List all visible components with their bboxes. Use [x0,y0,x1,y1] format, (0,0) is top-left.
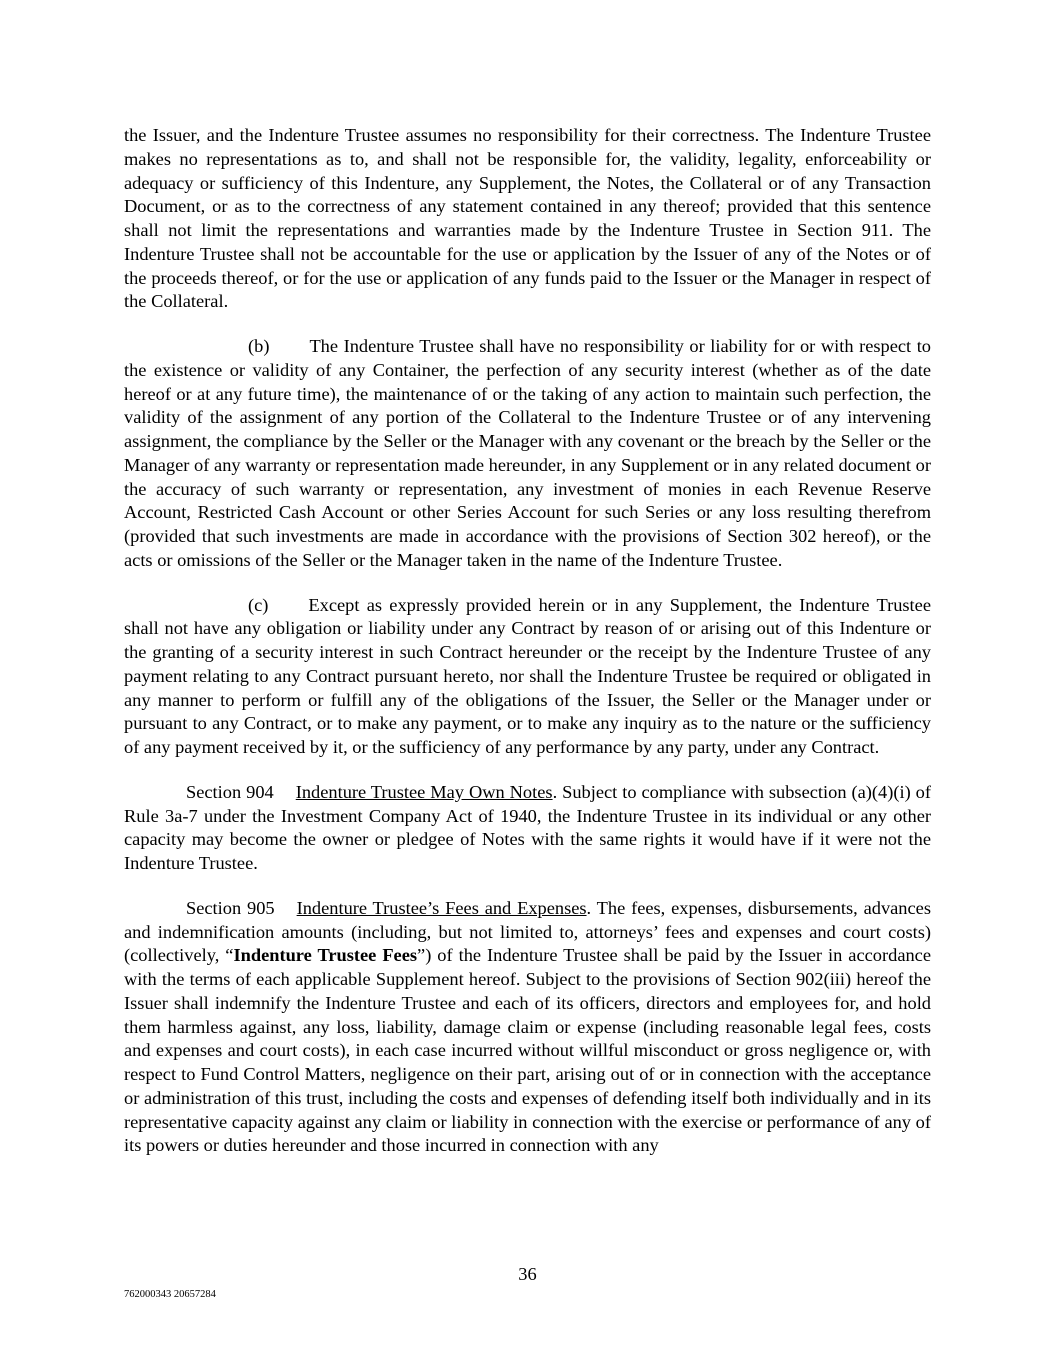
paragraph-c [124,594,931,760]
section-904-text: . Subject to compliance with subsection (a)(4)(i) of Rule 3a-7 under the Investment Company Act of 1940, the Indenture Trustee in its individual or any other capacity may become the owner or pledgee of Notes with the same rights it would have if it were not the Indenture Trustee. [124,781,931,873]
page-number: 36 [518,1264,537,1284]
section-905-text-after: ”) of the Indenture Trustee shall be paid by the Issuer in accordance with the terms of each applicable Supplement hereof. Subject to the provisions of Section 902(iii) hereof the Issuer shall indemnify the Indenture Trustee and each of its officers, directors and employees for, and hold them harmless against, any loss, liability, damage claim or expense (including reasonable legal fees, costs and expenses and court costs), in each case incurred without willful misconduct or gross negligence or, with respect to Fund Control Matters, negligence on their part, arising out of or in connection with the acceptance or administration of this trust, including the costs and expenses of defending itself both individually and in its representative capacity against any claim or liability in connection with the exercise or performance of any of its powers or duties hereunder and those incurred in connection with any [124,945,931,1156]
document-id: 762000343 20657284 [124,1289,216,1300]
paragraph-continuation: the Issuer, and the Indenture Trustee assumes no responsibility for their correctness. The Indenture Trustee makes no representations as to, and shall not be responsible for, the validity, legality, enforceability or adequacy or sufficiency of this Indenture, any Supplement, the Notes, the Collateral or of any Transaction Document, or as to the correctness of any statement contained in any thereof; provided that this sentence shall not limit the representations and warranties made by the Indenture Trustee in Section 911. The Indenture Trustee shall not be accountable for the use or application by the Issuer of any of the Notes or of the proceeds thereof, or for the use or application of any funds paid to the Issuer or the Manager in respect of the Collateral. [124,125,931,312]
paragraph-b-text: The Indenture Trustee shall have no responsibility or liability for or with respect to the existence or validity of any Container, the perfection of any security interest (whether as of the date hereof or at any future time), the maintenance of or the taking of any action to maintain such perfection, the validity of the assignment of any portion of the Collateral to the Indenture Trustee or of any intervening assignment, the compliance by the Seller or the Manager with any covenant or the breach by the Seller or the Manager of any warranty or representation made hereunder, in any Supplement or in any related document or the accuracy of such warranty or representation, any investment of monies in each Revenue Reserve Account, Restricted Cash Account or other Series Account for such Series or any loss resulting therefrom (provided that such investments are made in accordance with the provisions of Section 302 hereof), or the acts or omissions of the Seller or the Manager taken in the name of the Indenture Trustee. [124,336,931,570]
document-body [124,124,931,1179]
section-905 [124,897,931,1158]
section-904-number: Section 904 [186,781,274,802]
defined-term-indenture-trustee-fees: Indenture Trustee Fees [233,945,418,966]
section-905-number: Section 905 [186,897,275,918]
paragraph-c-label: (c) [248,594,269,615]
paragraph-b [124,335,931,573]
section-904 [124,781,931,876]
paragraph-c-text: Except as expressly provided herein or in any Supplement, the Indenture Trustee shall not have any obligation or liability under any Contract by reason of or arising out of this Indenture or the granting of a security interest in such Contract hereunder or the receipt by the Indenture Trustee of any payment relating to any Contract pursuant hereto, nor shall the Indenture Trustee be required or obligated in any manner to perform or fulfill any of the obligations of the Issuer, the Seller or the Manager under or pursuant to any Contract, or to make any payment, or to make any inquiry as to the nature or the sufficiency of any payment received by it, or the sufficiency of any performance by any party, under any Contract. [124,594,931,757]
section-904-heading: Indenture Trustee May Own Notes [295,781,553,802]
section-905-heading: Indenture Trustee’s Fees and Expenses [296,897,587,918]
section-905-text-before: . The fees, expenses, disbursements, advances and indemnification amounts (including, but not limited to, attorneys’ fees and expenses and court costs) (collectively, “ [124,897,931,966]
paragraph-b-label: (b) [248,336,270,356]
